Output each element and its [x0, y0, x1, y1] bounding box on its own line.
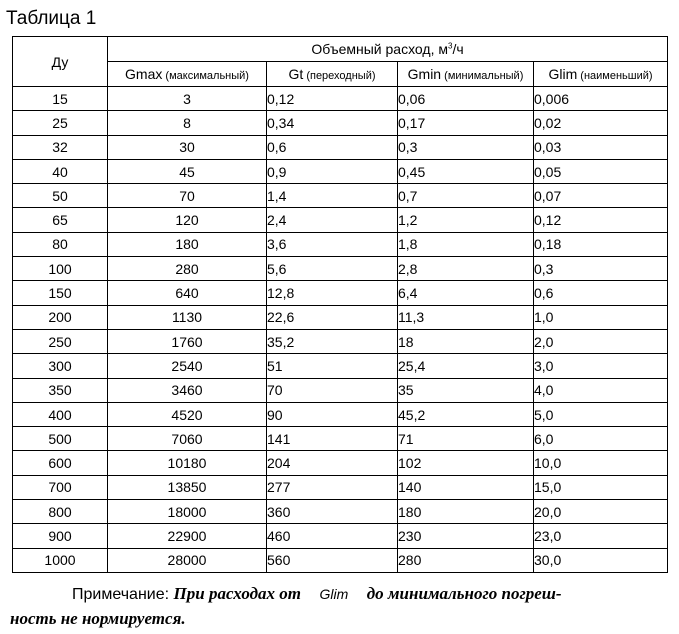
table-title: Таблица 1 — [6, 8, 97, 29]
cell-gmax: 28000 — [108, 548, 267, 572]
cell-du: 1000 — [13, 548, 108, 572]
cell-du: 40 — [13, 159, 108, 183]
cell-du: 100 — [13, 257, 108, 281]
cell-gmin: 45,2 — [398, 402, 534, 426]
table-row — [13, 378, 668, 402]
cell-gt: 360 — [267, 500, 398, 524]
cell-glim: 3,0 — [534, 354, 668, 378]
cell-gmax: 4520 — [108, 402, 267, 426]
cell-glim: 0,3 — [534, 257, 668, 281]
gt-symbol: Gt — [288, 66, 304, 82]
cell-gt: 3,6 — [267, 232, 398, 256]
cell-gmin: 6,4 — [398, 281, 534, 305]
cell-gmin: 11,3 — [398, 305, 534, 329]
cell-du: 32 — [13, 135, 108, 159]
note-glim-symbol: Glim — [319, 586, 349, 602]
cell-gt: 22,6 — [267, 305, 398, 329]
table-body — [13, 87, 668, 573]
cell-gt: 70 — [267, 378, 398, 402]
table-row — [13, 232, 668, 256]
table-row — [13, 281, 668, 305]
cell-gmin: 230 — [398, 524, 534, 548]
table-row — [13, 451, 668, 475]
cell-glim: 0,07 — [534, 184, 668, 208]
table-row — [13, 111, 668, 135]
cell-gmin: 0,06 — [398, 87, 534, 111]
cell-du: 50 — [13, 184, 108, 208]
cell-du: 250 — [13, 329, 108, 353]
table-row — [13, 427, 668, 451]
gmin-qualifier: (минимальный) — [441, 70, 524, 82]
cell-glim: 15,0 — [534, 475, 668, 499]
cell-gmax: 45 — [108, 159, 267, 183]
cell-gmax: 22900 — [108, 524, 267, 548]
cell-gmin: 1,2 — [398, 208, 534, 232]
cell-glim: 5,0 — [534, 402, 668, 426]
cell-glim: 0,18 — [534, 232, 668, 256]
cell-gt: 5,6 — [267, 257, 398, 281]
gmax-qualifier: (максимальный) — [162, 70, 249, 82]
table-row — [13, 257, 668, 281]
cell-gmax: 3 — [108, 87, 267, 111]
cell-du: 65 — [13, 208, 108, 232]
cell-gmax: 1760 — [108, 329, 267, 353]
cell-gmin: 0,45 — [398, 159, 534, 183]
cell-du: 15 — [13, 87, 108, 111]
cell-gmin: 18 — [398, 329, 534, 353]
cell-gmax: 280 — [108, 257, 267, 281]
cell-du: 400 — [13, 402, 108, 426]
column-header-du: Ду — [13, 37, 108, 87]
cell-du: 600 — [13, 451, 108, 475]
cell-gmax: 30 — [108, 135, 267, 159]
cell-glim: 20,0 — [534, 500, 668, 524]
cell-glim: 2,0 — [534, 329, 668, 353]
cell-gmin: 1,8 — [398, 232, 534, 256]
column-header-gt — [267, 62, 398, 87]
table-row — [13, 305, 668, 329]
cell-gt: 1,4 — [267, 184, 398, 208]
cell-glim: 1,0 — [534, 305, 668, 329]
cell-gt: 460 — [267, 524, 398, 548]
cell-gmax: 70 — [108, 184, 267, 208]
cell-gmin: 140 — [398, 475, 534, 499]
column-header-gmin — [398, 62, 534, 87]
cell-du: 200 — [13, 305, 108, 329]
cell-gt: 51 — [267, 354, 398, 378]
cell-gt: 35,2 — [267, 329, 398, 353]
cell-gmax: 13850 — [108, 475, 267, 499]
cell-gt: 0,6 — [267, 135, 398, 159]
cell-du: 80 — [13, 232, 108, 256]
note-text-line2: ность не нормируется. — [10, 609, 186, 628]
table-row — [13, 159, 668, 183]
cell-gmax: 3460 — [108, 378, 267, 402]
cell-gt: 277 — [267, 475, 398, 499]
table-row — [13, 87, 668, 111]
cell-du: 700 — [13, 475, 108, 499]
cell-du: 800 — [13, 500, 108, 524]
cell-glim: 30,0 — [534, 548, 668, 572]
gmin-symbol: Gmin — [407, 66, 442, 82]
cell-gt: 0,12 — [267, 87, 398, 111]
table-row — [13, 329, 668, 353]
cell-glim: 6,0 — [534, 427, 668, 451]
cell-gt: 90 — [267, 402, 398, 426]
cell-gmin: 0,17 — [398, 111, 534, 135]
cell-gmin: 180 — [398, 500, 534, 524]
cell-glim: 10,0 — [534, 451, 668, 475]
table-row — [13, 475, 668, 499]
cell-gmin: 280 — [398, 548, 534, 572]
table-row — [13, 548, 668, 572]
table-row — [13, 500, 668, 524]
cell-gmax: 180 — [108, 232, 267, 256]
header-row-group — [13, 37, 668, 62]
cell-gt: 560 — [267, 548, 398, 572]
column-group-header-flow — [108, 37, 668, 62]
cell-gmax: 10180 — [108, 451, 267, 475]
cell-du: 150 — [13, 281, 108, 305]
cell-glim: 0,05 — [534, 159, 668, 183]
cell-glim: 0,02 — [534, 111, 668, 135]
cell-du: 900 — [13, 524, 108, 548]
cell-du: 25 — [13, 111, 108, 135]
column-header-glim — [534, 62, 668, 87]
column-header-gmax — [108, 62, 267, 87]
cell-gmax: 120 — [108, 208, 267, 232]
table-row — [13, 208, 668, 232]
cell-gmax: 18000 — [108, 500, 267, 524]
flow-rate-table — [12, 36, 668, 573]
footnote — [10, 582, 670, 632]
flow-header-superscript: 3 — [447, 41, 453, 51]
cell-gt: 2,4 — [267, 208, 398, 232]
cell-gmax: 2540 — [108, 354, 267, 378]
table-row — [13, 184, 668, 208]
gt-qualifier: (переходный) — [303, 70, 376, 82]
header-row-sub — [13, 62, 668, 87]
cell-gmin: 0,3 — [398, 135, 534, 159]
cell-glim: 0,006 — [534, 87, 668, 111]
cell-gmax: 8 — [108, 111, 267, 135]
cell-gmax: 640 — [108, 281, 267, 305]
note-label: Примечание: — [72, 586, 170, 603]
cell-glim: 4,0 — [534, 378, 668, 402]
cell-glim: 0,12 — [534, 208, 668, 232]
cell-gmin: 102 — [398, 451, 534, 475]
cell-gmax: 1130 — [108, 305, 267, 329]
cell-glim: 0,6 — [534, 281, 668, 305]
cell-gmin: 0,7 — [398, 184, 534, 208]
table-row — [13, 524, 668, 548]
glim-qualifier: (наименьший) — [577, 70, 653, 82]
note-text-part1: При расходах от — [173, 584, 302, 603]
cell-gt: 204 — [267, 451, 398, 475]
cell-gt: 141 — [267, 427, 398, 451]
cell-du: 500 — [13, 427, 108, 451]
gmax-symbol: Gmax — [125, 66, 163, 82]
glim-symbol: Glim — [548, 66, 578, 82]
cell-gmin: 71 — [398, 427, 534, 451]
cell-gmin: 35 — [398, 378, 534, 402]
cell-gmin: 2,8 — [398, 257, 534, 281]
cell-gt: 0,9 — [267, 159, 398, 183]
cell-glim: 23,0 — [534, 524, 668, 548]
cell-du: 300 — [13, 354, 108, 378]
note-text-part2: до минимального погреш- — [366, 584, 562, 603]
cell-glim: 0,03 — [534, 135, 668, 159]
table-row — [13, 402, 668, 426]
table-row — [13, 135, 668, 159]
flow-header-text: Объемный расход, м — [311, 41, 448, 57]
cell-gt: 0,34 — [267, 111, 398, 135]
cell-gmax: 7060 — [108, 427, 267, 451]
flow-header-unit-tail: /ч — [452, 41, 464, 57]
cell-gt: 12,8 — [267, 281, 398, 305]
cell-du: 350 — [13, 378, 108, 402]
cell-gmin: 25,4 — [398, 354, 534, 378]
table-row — [13, 354, 668, 378]
